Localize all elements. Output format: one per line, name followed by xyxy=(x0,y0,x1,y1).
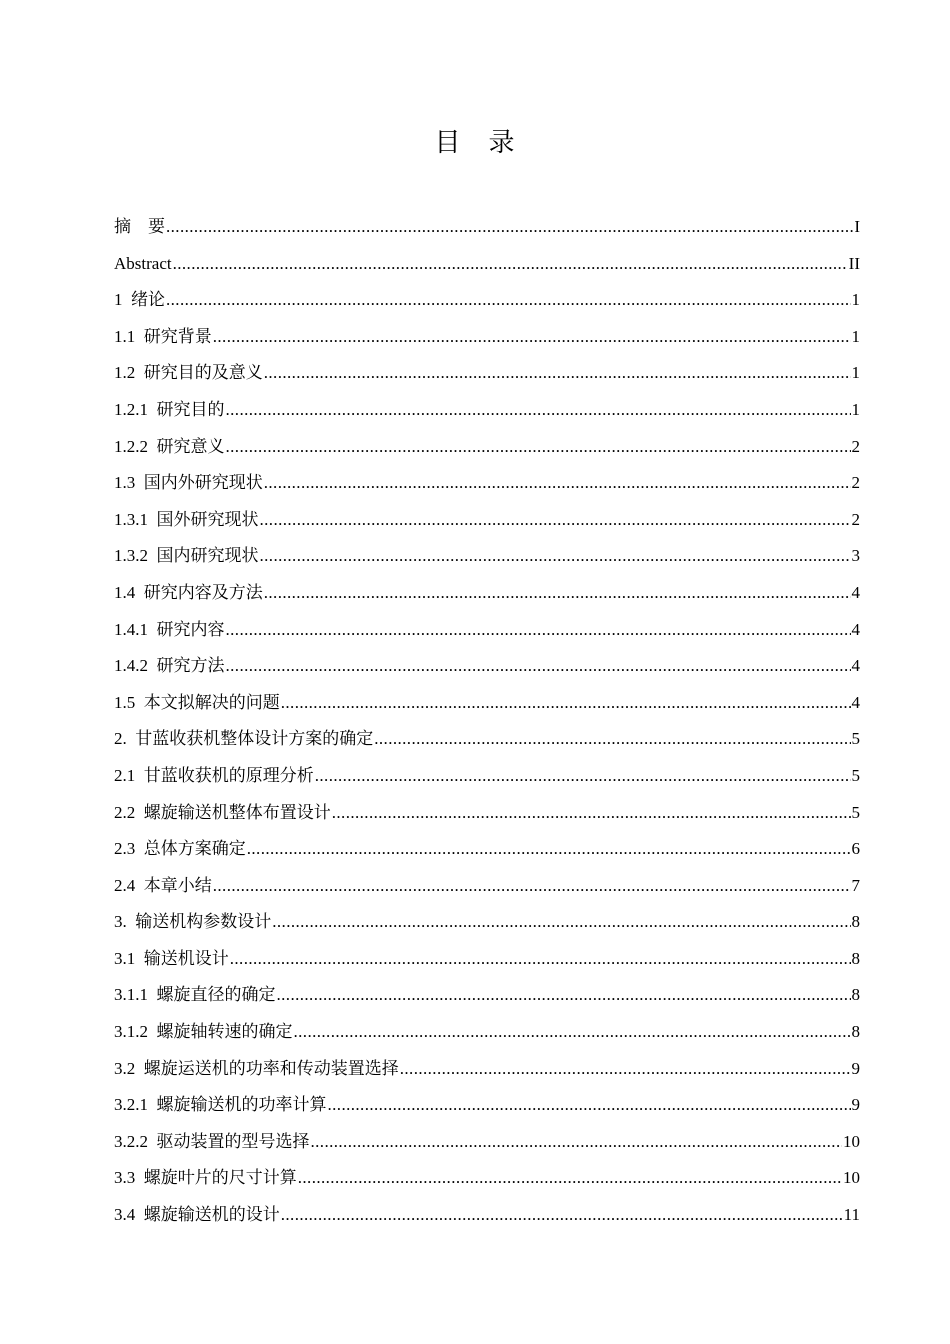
toc-entry[interactable] xyxy=(114,355,860,392)
toc-entry-page-number: 10 xyxy=(843,1131,860,1151)
toc-dot-leader xyxy=(173,246,848,283)
toc-entry[interactable] xyxy=(114,758,860,795)
toc-entry-page-number: 5 xyxy=(851,765,860,785)
toc-entry-page-number: 4 xyxy=(851,582,860,602)
toc-entry[interactable] xyxy=(114,429,860,466)
toc-entry-page-number: 2 xyxy=(851,473,860,493)
toc-entry-label: 1.5 本文拟解决的问题 xyxy=(114,692,280,712)
toc-entry[interactable] xyxy=(114,465,860,502)
toc-entry-page-number: 5 xyxy=(851,729,860,749)
toc-dot-leader xyxy=(281,1197,843,1234)
toc-entry[interactable] xyxy=(114,209,860,246)
toc-dot-leader xyxy=(332,795,851,832)
toc-entry-page-number: 8 xyxy=(851,912,860,932)
toc-entry-page-number: 11 xyxy=(843,1205,860,1225)
toc-dot-leader xyxy=(374,721,850,758)
toc-entry-page-number: 8 xyxy=(851,948,860,968)
toc-entry-page-number: 3 xyxy=(851,546,860,566)
toc-dot-leader xyxy=(400,1051,851,1088)
toc-entry-label: 2. 甘蓝收获机整体设计方案的确定 xyxy=(114,729,374,749)
toc-dot-leader xyxy=(226,429,851,466)
toc-entry-page-number: 6 xyxy=(851,839,860,859)
toc-entry-label: 2.3 总体方案确定 xyxy=(114,839,246,859)
toc-entry-label: 1.1 研究背景 xyxy=(114,326,212,346)
toc-entry[interactable] xyxy=(114,1197,860,1234)
toc-entry-label: 3.3 螺旋叶片的尺寸计算 xyxy=(114,1168,297,1188)
toc-entry[interactable] xyxy=(114,575,860,612)
toc-dot-leader xyxy=(264,355,851,392)
toc-entry-label: 3. 输送机构参数设计 xyxy=(114,912,272,932)
toc-entry-label: 1.4 研究内容及方法 xyxy=(114,582,263,602)
toc-entry[interactable] xyxy=(114,868,860,905)
toc-entry-label: 3.4 螺旋输送机的设计 xyxy=(114,1205,280,1225)
toc-entry[interactable] xyxy=(114,392,860,429)
toc-entry-page-number: 1 xyxy=(851,399,860,419)
toc-dot-leader xyxy=(281,685,851,722)
toc-entry-page-number: 8 xyxy=(851,985,860,1005)
toc-entry[interactable] xyxy=(114,246,860,283)
toc-entry-page-number: 9 xyxy=(851,1058,860,1078)
toc-entry-label: 3.1.2 螺旋轴转速的确定 xyxy=(114,1022,293,1042)
toc-entry-label: Abstract xyxy=(114,253,172,273)
toc-entry-label: 2.2 螺旋输送机整体布置设计 xyxy=(114,802,331,822)
toc-dot-leader xyxy=(213,868,851,905)
toc-entry-label: 3.1.1 螺旋直径的确定 xyxy=(114,985,276,1005)
toc-entry[interactable] xyxy=(114,648,860,685)
toc-dot-leader xyxy=(277,977,851,1014)
toc-entry[interactable] xyxy=(114,502,860,539)
toc-entry-page-number: 4 xyxy=(851,619,860,639)
toc-entry[interactable] xyxy=(114,904,860,941)
toc-entry[interactable] xyxy=(114,1160,860,1197)
toc-dot-leader xyxy=(230,941,851,978)
toc-entry-page-number: 1 xyxy=(851,290,860,310)
toc-entry-page-number: 2 xyxy=(851,509,860,529)
toc-entry-label: 1.2.1 研究目的 xyxy=(114,399,225,419)
toc-dot-leader xyxy=(311,1124,843,1161)
toc-entry-label: 2.4 本章小结 xyxy=(114,875,212,895)
toc-entry-label: 1.4.2 研究方法 xyxy=(114,656,225,676)
toc-entry-label: 摘 要 xyxy=(114,217,165,236)
toc-dot-leader xyxy=(226,612,851,649)
toc-entry-page-number: 5 xyxy=(851,802,860,822)
toc-entry-page-number: I xyxy=(854,217,860,236)
toc-entry[interactable] xyxy=(114,612,860,649)
toc-entry-page-number: 4 xyxy=(851,692,860,712)
toc-dot-leader xyxy=(226,648,851,685)
toc-entry[interactable] xyxy=(114,1014,860,1051)
toc-entry[interactable] xyxy=(114,795,860,832)
toc-entry[interactable] xyxy=(114,977,860,1014)
toc-entry[interactable] xyxy=(114,685,860,722)
toc-entry-label: 3.1 输送机设计 xyxy=(114,948,229,968)
toc-entry-label: 3.2.1 螺旋输送机的功率计算 xyxy=(114,1095,327,1115)
toc-entry-page-number: 1 xyxy=(851,326,860,346)
toc-entry-label: 3.2.2 驱动装置的型号选择 xyxy=(114,1131,310,1151)
toc-entry-page-number: 10 xyxy=(843,1168,860,1188)
toc-entry[interactable] xyxy=(114,721,860,758)
toc-entry-page-number: 1 xyxy=(851,363,860,383)
toc-entry-page-number: 2 xyxy=(851,436,860,456)
toc-dot-leader xyxy=(264,575,851,612)
toc-entry[interactable] xyxy=(114,1051,860,1088)
toc-dot-leader xyxy=(213,319,851,356)
toc-entry[interactable] xyxy=(114,831,860,868)
toc-entry-label: 1.3.1 国外研究现状 xyxy=(114,509,259,529)
toc-entry-page-number: 4 xyxy=(851,656,860,676)
toc-dot-leader xyxy=(298,1160,842,1197)
toc-dot-leader xyxy=(328,1087,851,1124)
toc-entry-label: 1 绪论 xyxy=(114,290,165,310)
toc-entry-page-number: 8 xyxy=(851,1022,860,1042)
toc-entry-page-number: 7 xyxy=(851,875,860,895)
toc-entry[interactable] xyxy=(114,1087,860,1124)
toc-dot-leader xyxy=(272,904,850,941)
toc-entry-label: 1.3.2 国内研究现状 xyxy=(114,546,259,566)
toc-entry-label: 3.2 螺旋运送机的功率和传动装置选择 xyxy=(114,1058,399,1078)
toc-entry[interactable] xyxy=(114,282,860,319)
page-title: 目 录 xyxy=(434,128,516,158)
toc-entry-label: 1.2 研究目的及意义 xyxy=(114,363,263,383)
toc-dot-leader xyxy=(247,831,851,868)
toc-dot-leader xyxy=(315,758,851,795)
toc-entry-page-number: 9 xyxy=(851,1095,860,1115)
toc-entry-label: 1.2.2 研究意义 xyxy=(114,436,225,456)
toc-dot-leader xyxy=(264,465,851,502)
toc-entry-page-number: II xyxy=(848,253,860,273)
toc-entry[interactable] xyxy=(114,941,860,978)
toc-entry[interactable] xyxy=(114,319,860,356)
toc-entry-label: 1.3 国内外研究现状 xyxy=(114,473,263,493)
toc-dot-leader xyxy=(260,502,851,539)
toc-entry[interactable] xyxy=(114,538,860,575)
toc-dot-leader xyxy=(294,1014,851,1051)
toc-entry-label: 2.1 甘蓝收获机的原理分析 xyxy=(114,765,314,785)
toc-entry-label: 1.4.1 研究内容 xyxy=(114,619,225,639)
table-of-contents xyxy=(114,209,860,1234)
toc-dot-leader xyxy=(166,282,851,319)
toc-dot-leader xyxy=(166,209,853,246)
toc-dot-leader xyxy=(226,392,851,429)
toc-dot-leader xyxy=(260,538,851,575)
toc-entry[interactable] xyxy=(114,1124,860,1161)
